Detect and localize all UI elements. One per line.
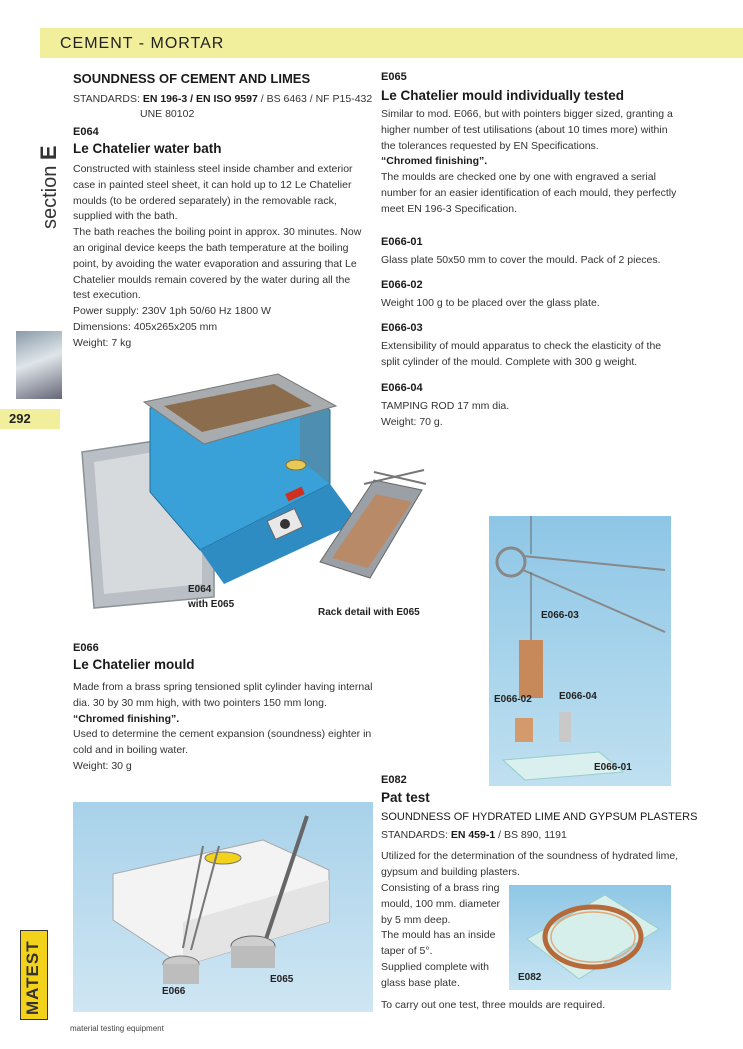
page-number: 292 <box>9 411 31 426</box>
e066-mould-body <box>163 964 199 984</box>
e064-description <box>73 162 365 352</box>
e082-para1: Utilized for the determination of the soundness of hydrated lime, gypsum and building plasters. <box>381 850 679 878</box>
box-logo <box>205 852 241 864</box>
section-word: section <box>39 165 61 229</box>
soundness-standards <box>73 92 373 108</box>
e064-power: Power supply: 230V 1ph 50/60 Hz 1800 W <box>73 305 271 318</box>
e064-para2: The bath reaches the boiling point in approx. 30 minutes. Now an original device keeps the bath temperature at the boiling point, by avoiding the water evaporation and assuring that Le Chatelier moulds remain covered by the water during all the test execution. <box>73 226 362 302</box>
standards-rest: / BS 6463 / NF P15-432 <box>257 93 373 105</box>
e066-para1: Made from a brass spring tensioned split cylinder having internal dia. 30 by 30 mm high, with two pointers 150 mm long. <box>73 681 373 709</box>
moulds-drawing <box>73 802 373 1012</box>
standards-label: STANDARDS: <box>73 93 140 105</box>
e065-para2: The moulds are checked one by one with engraved a serial number for an easier identification of each mould, they perfectly meet EN 196-3 Specification. <box>381 171 677 215</box>
e082-feature-lines <box>381 881 511 992</box>
e065-description <box>381 107 677 218</box>
page-section-title: CEMENT - MORTAR <box>60 35 225 52</box>
weight-300g <box>519 640 543 698</box>
e066-code: E066 <box>73 642 99 654</box>
e082-standards-label: STANDARDS: <box>381 829 448 841</box>
weight-100g <box>515 718 533 742</box>
soundness-standards-line2: UNE 80102 <box>140 108 195 120</box>
label-e066-01: E066-01 <box>594 762 632 773</box>
caption-bath-code: E064 <box>188 584 212 595</box>
e066-01-text: Glass plate 50x50 mm to cover the mould. Pack of 2 pieces. <box>381 254 661 266</box>
e064-code: E064 <box>73 126 99 138</box>
e066-description <box>73 680 373 775</box>
e066-02-code: E066-02 <box>381 279 423 291</box>
accessories-photo <box>489 516 671 786</box>
water-bath-photo <box>74 372 434 630</box>
e064-weight: Weight: 7 kg <box>73 336 132 349</box>
bath-badge <box>286 460 306 470</box>
extensometer-arm-a <box>523 556 665 570</box>
e066-para2: Used to determine the cement expansion (soundness) eighter in cold and in boiling water. <box>73 728 372 757</box>
e082-last-line: To carry out one test, three moulds are required. <box>381 999 606 1011</box>
control-knob <box>280 519 290 529</box>
e066-04-line1: TAMPING ROD 17 mm dia. <box>381 400 510 412</box>
e065-para1: Similar to mod. E066, but with pointers bigger sized, granting a higher number of test utilisations (about 10 times more) within the tolerances requested by EN Specifications. <box>381 108 673 152</box>
e082-line: The mould has an inside <box>381 929 496 942</box>
e082-standards-bold: EN 459-1 <box>450 829 496 841</box>
e064-para1: Constructed with stainless steel inside chamber and exterior case in painted steel sheet, it can hold up to 12 Le Chatelier moulds (to be ordered separately) in the removable rack, supplied with the bath. <box>73 163 353 223</box>
e082-line: Supplied complete with <box>381 960 489 973</box>
soundness-heading: SOUNDNESS OF CEMENT AND LIMES <box>73 71 311 86</box>
e082-line: taper of 5°. <box>381 945 433 958</box>
e066-weight: Weight: 30 g <box>73 759 132 772</box>
e065-code: E065 <box>381 71 407 83</box>
label-e082: E082 <box>518 972 542 983</box>
e082-subheading: SOUNDNESS OF HYDRATED LIME AND GYPSUM PLASTERS <box>381 811 698 823</box>
footer-tagline: material testing equipment <box>70 1024 164 1033</box>
label-e066: E066 <box>162 986 186 997</box>
tamping-rod <box>559 712 571 742</box>
extensometer-arm-b <box>523 570 665 632</box>
e082-line: glass base plate. <box>381 976 460 989</box>
e082-line: mould, 100 mm. diameter <box>381 897 501 910</box>
label-e066-02: E066-02 <box>494 694 532 705</box>
label-e065: E065 <box>270 974 294 985</box>
brand-logo-text: MATEST <box>23 940 42 1015</box>
extensometer-ring <box>497 548 525 576</box>
label-e066-03: E066-03 <box>541 610 579 621</box>
brand-logo <box>20 930 48 1020</box>
standards-bold: EN 196-3 / EN ISO 9597 <box>142 93 258 105</box>
e082-line: by 5 mm deep. <box>381 913 451 926</box>
e066-03-code: E066-03 <box>381 322 423 334</box>
e064-dimensions: Dimensions: 405x265x205 mm <box>73 320 218 333</box>
e082-standards-rest: / BS 890, 1191 <box>495 829 567 841</box>
e065-finish: “Chromed finishing”. <box>381 155 488 168</box>
e066-04-code: E066-04 <box>381 382 423 394</box>
e082-code: E082 <box>381 774 407 786</box>
e066-03-text: Extensibility of mould apparatus to check the elasticity of the split cylinder of the mould. Complete with 300 g weight. <box>381 340 662 368</box>
e066-04-line2: Weight: 70 g. <box>381 415 443 428</box>
accessories-drawing <box>489 516 671 786</box>
section-letter: E <box>36 145 61 161</box>
e082-title: Pat test <box>381 790 430 805</box>
e082-standards <box>381 828 681 844</box>
e066-01-code: E066-01 <box>381 236 423 248</box>
label-e066-04: E066-04 <box>559 691 597 702</box>
e066-02-text: Weight 100 g to be placed over the glass plate. <box>381 297 600 309</box>
e065-title: Le Chatelier mould individually tested <box>381 88 625 103</box>
e065-mould-body <box>231 946 275 968</box>
e082-line: Consisting of a brass ring <box>381 882 500 894</box>
caption-rack: Rack detail with E065 <box>318 607 420 618</box>
e064-title: Le Chatelier water bath <box>73 141 222 156</box>
moulds-photo <box>73 802 373 1012</box>
e066-title: Le Chatelier mould <box>73 657 195 672</box>
sidebar-thumbnail <box>16 331 62 399</box>
section-label <box>36 145 62 229</box>
caption-bath-with: with E065 <box>188 599 235 610</box>
e066-finish: “Chromed finishing”. <box>73 712 180 725</box>
